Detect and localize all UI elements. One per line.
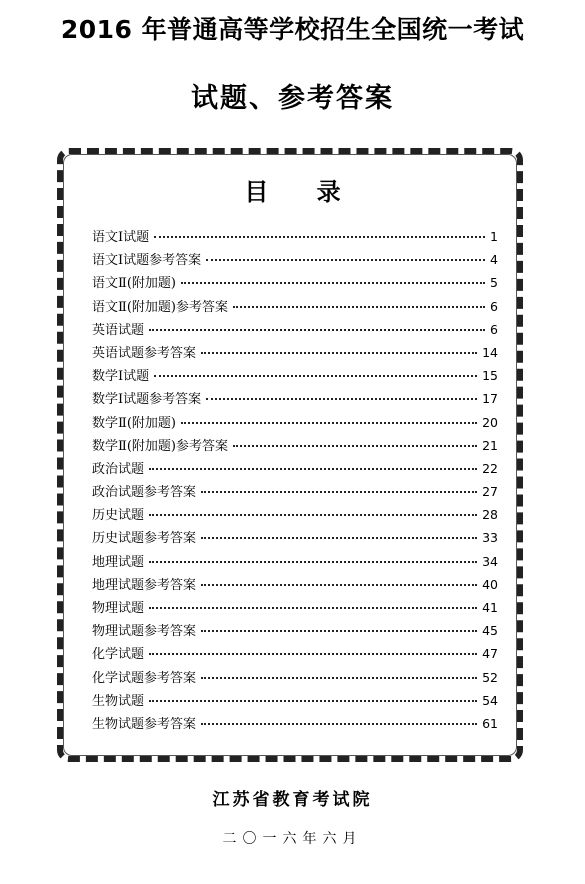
toc-entry-page: 6 xyxy=(490,298,498,314)
toc-entry[interactable] xyxy=(92,504,498,527)
toc-entry-label: 数学Ⅱ(附加题)参考答案 xyxy=(92,438,228,454)
toc-entry-page: 40 xyxy=(482,576,498,592)
toc-entry-page: 14 xyxy=(482,344,498,360)
toc-entry-label: 地理试题参考答案 xyxy=(92,577,197,593)
toc-leader-dots xyxy=(201,583,477,586)
toc-entry[interactable] xyxy=(92,226,498,249)
toc-leader-dots xyxy=(181,281,485,284)
toc-entry-label: 政治试题 xyxy=(92,461,145,477)
toc-leader-dots xyxy=(154,235,485,238)
toc-entry[interactable] xyxy=(92,574,498,597)
toc-leader-dots xyxy=(181,421,477,424)
toc-entry[interactable] xyxy=(92,643,498,666)
toc-entry-label: 生物试题 xyxy=(92,693,145,709)
toc-entry-page: 54 xyxy=(482,692,498,708)
toc-entry[interactable] xyxy=(92,365,498,388)
toc-leader-dots xyxy=(233,444,477,447)
toc-leader-dots xyxy=(149,560,477,563)
toc-entry[interactable] xyxy=(92,527,498,550)
toc-entry-page: 5 xyxy=(490,275,498,291)
toc-entry-page: 4 xyxy=(490,252,498,268)
toc-entry-label: 物理试题 xyxy=(92,601,145,616)
toc-entry[interactable] xyxy=(92,690,498,713)
toc-leader-dots xyxy=(149,328,485,331)
toc-entry-page: 15 xyxy=(482,368,498,384)
toc-leader-dots xyxy=(154,374,477,377)
toc-entry-label: 生物试题参考答案 xyxy=(92,716,197,732)
toc-entry-label: 化学试题参考答案 xyxy=(92,670,197,686)
toc-leader-dots xyxy=(201,722,477,725)
toc-leader-dots xyxy=(201,490,477,493)
document-subtitle: 试题、参考答案 xyxy=(191,83,394,114)
toc-entry[interactable] xyxy=(92,481,498,504)
toc-entry-page: 47 xyxy=(482,646,498,662)
toc-leader-dots xyxy=(201,351,477,354)
toc-entry-label: 语文Ⅰ试题参考答案 xyxy=(92,253,202,269)
toc-entry[interactable] xyxy=(92,435,498,458)
toc-leader-dots xyxy=(233,305,485,308)
toc-entry-label: 政治试题参考答案 xyxy=(92,485,197,501)
toc-leader-dots xyxy=(201,536,477,539)
toc-entry-page: 52 xyxy=(482,669,498,685)
toc-entry[interactable] xyxy=(92,272,498,295)
toc-entry[interactable] xyxy=(92,388,498,411)
toc-leader-dots xyxy=(206,258,485,261)
toc-entry[interactable] xyxy=(92,319,498,342)
toc-entry-page: 1 xyxy=(490,229,498,244)
toc-entry-page: 27 xyxy=(482,484,498,500)
toc-entry-label: 英语试题参考答案 xyxy=(92,345,197,361)
toc-entry-page: 20 xyxy=(482,414,498,430)
publish-date: 二〇一六年六月 xyxy=(222,831,363,847)
toc-entry-label: 历史试题 xyxy=(92,508,145,524)
toc-entry-page: 41 xyxy=(482,600,498,615)
toc-entry-page: 34 xyxy=(482,553,498,569)
toc-entry[interactable] xyxy=(92,412,498,435)
toc-entry-label: 数学Ⅱ(附加题) xyxy=(92,415,176,431)
toc-leader-dots xyxy=(201,676,477,679)
toc-entry-label: 语文Ⅰ试题 xyxy=(92,230,150,245)
toc-entry-page: 28 xyxy=(482,507,498,523)
toc-entry-page: 33 xyxy=(482,530,498,546)
toc-entry[interactable] xyxy=(92,597,498,620)
toc-entry-page: 21 xyxy=(482,437,498,453)
toc-entry-label: 数学Ⅰ试题 xyxy=(92,369,150,385)
toc-entry[interactable] xyxy=(92,342,498,365)
toc-list xyxy=(92,226,498,736)
toc-entry-page: 17 xyxy=(482,391,498,407)
toc-entry-label: 地理试题 xyxy=(92,554,145,570)
toc-entry[interactable] xyxy=(92,713,498,736)
toc-entry[interactable] xyxy=(92,551,498,574)
document-title: 2016 年普通高等学校招生全国统一考试 xyxy=(60,15,525,44)
toc-entry[interactable] xyxy=(92,620,498,643)
toc-leader-dots xyxy=(149,699,477,702)
toc-entry-label: 物理试题参考答案 xyxy=(92,624,197,640)
toc-leader-dots xyxy=(149,467,477,470)
toc-entry-label: 英语试题 xyxy=(92,322,145,338)
toc-entry[interactable] xyxy=(92,667,498,690)
toc-entry[interactable] xyxy=(92,296,498,319)
toc-leader-dots xyxy=(201,629,477,632)
toc-entry-label: 语文Ⅱ(附加题)参考答案 xyxy=(92,299,228,315)
toc-entry-page: 22 xyxy=(482,460,498,476)
toc-entry-label: 数学Ⅰ试题参考答案 xyxy=(92,392,202,408)
toc-entry-label: 历史试题参考答案 xyxy=(92,531,197,547)
toc-leader-dots xyxy=(206,397,477,400)
toc-entry-page: 45 xyxy=(482,623,498,639)
toc-entry-page: 6 xyxy=(490,321,498,337)
toc-entry[interactable] xyxy=(92,249,498,272)
toc-entry[interactable] xyxy=(92,458,498,481)
toc-leader-dots xyxy=(149,652,477,655)
publisher: 江苏省教育考试院 xyxy=(212,790,373,810)
toc-heading: 目 录 xyxy=(244,178,341,206)
toc-entry-label: 化学试题 xyxy=(92,647,145,663)
toc-leader-dots xyxy=(149,606,477,609)
toc-entry-page: 61 xyxy=(482,715,498,731)
toc-entry-label: 语文Ⅱ(附加题) xyxy=(92,276,176,292)
toc-leader-dots xyxy=(149,513,477,516)
